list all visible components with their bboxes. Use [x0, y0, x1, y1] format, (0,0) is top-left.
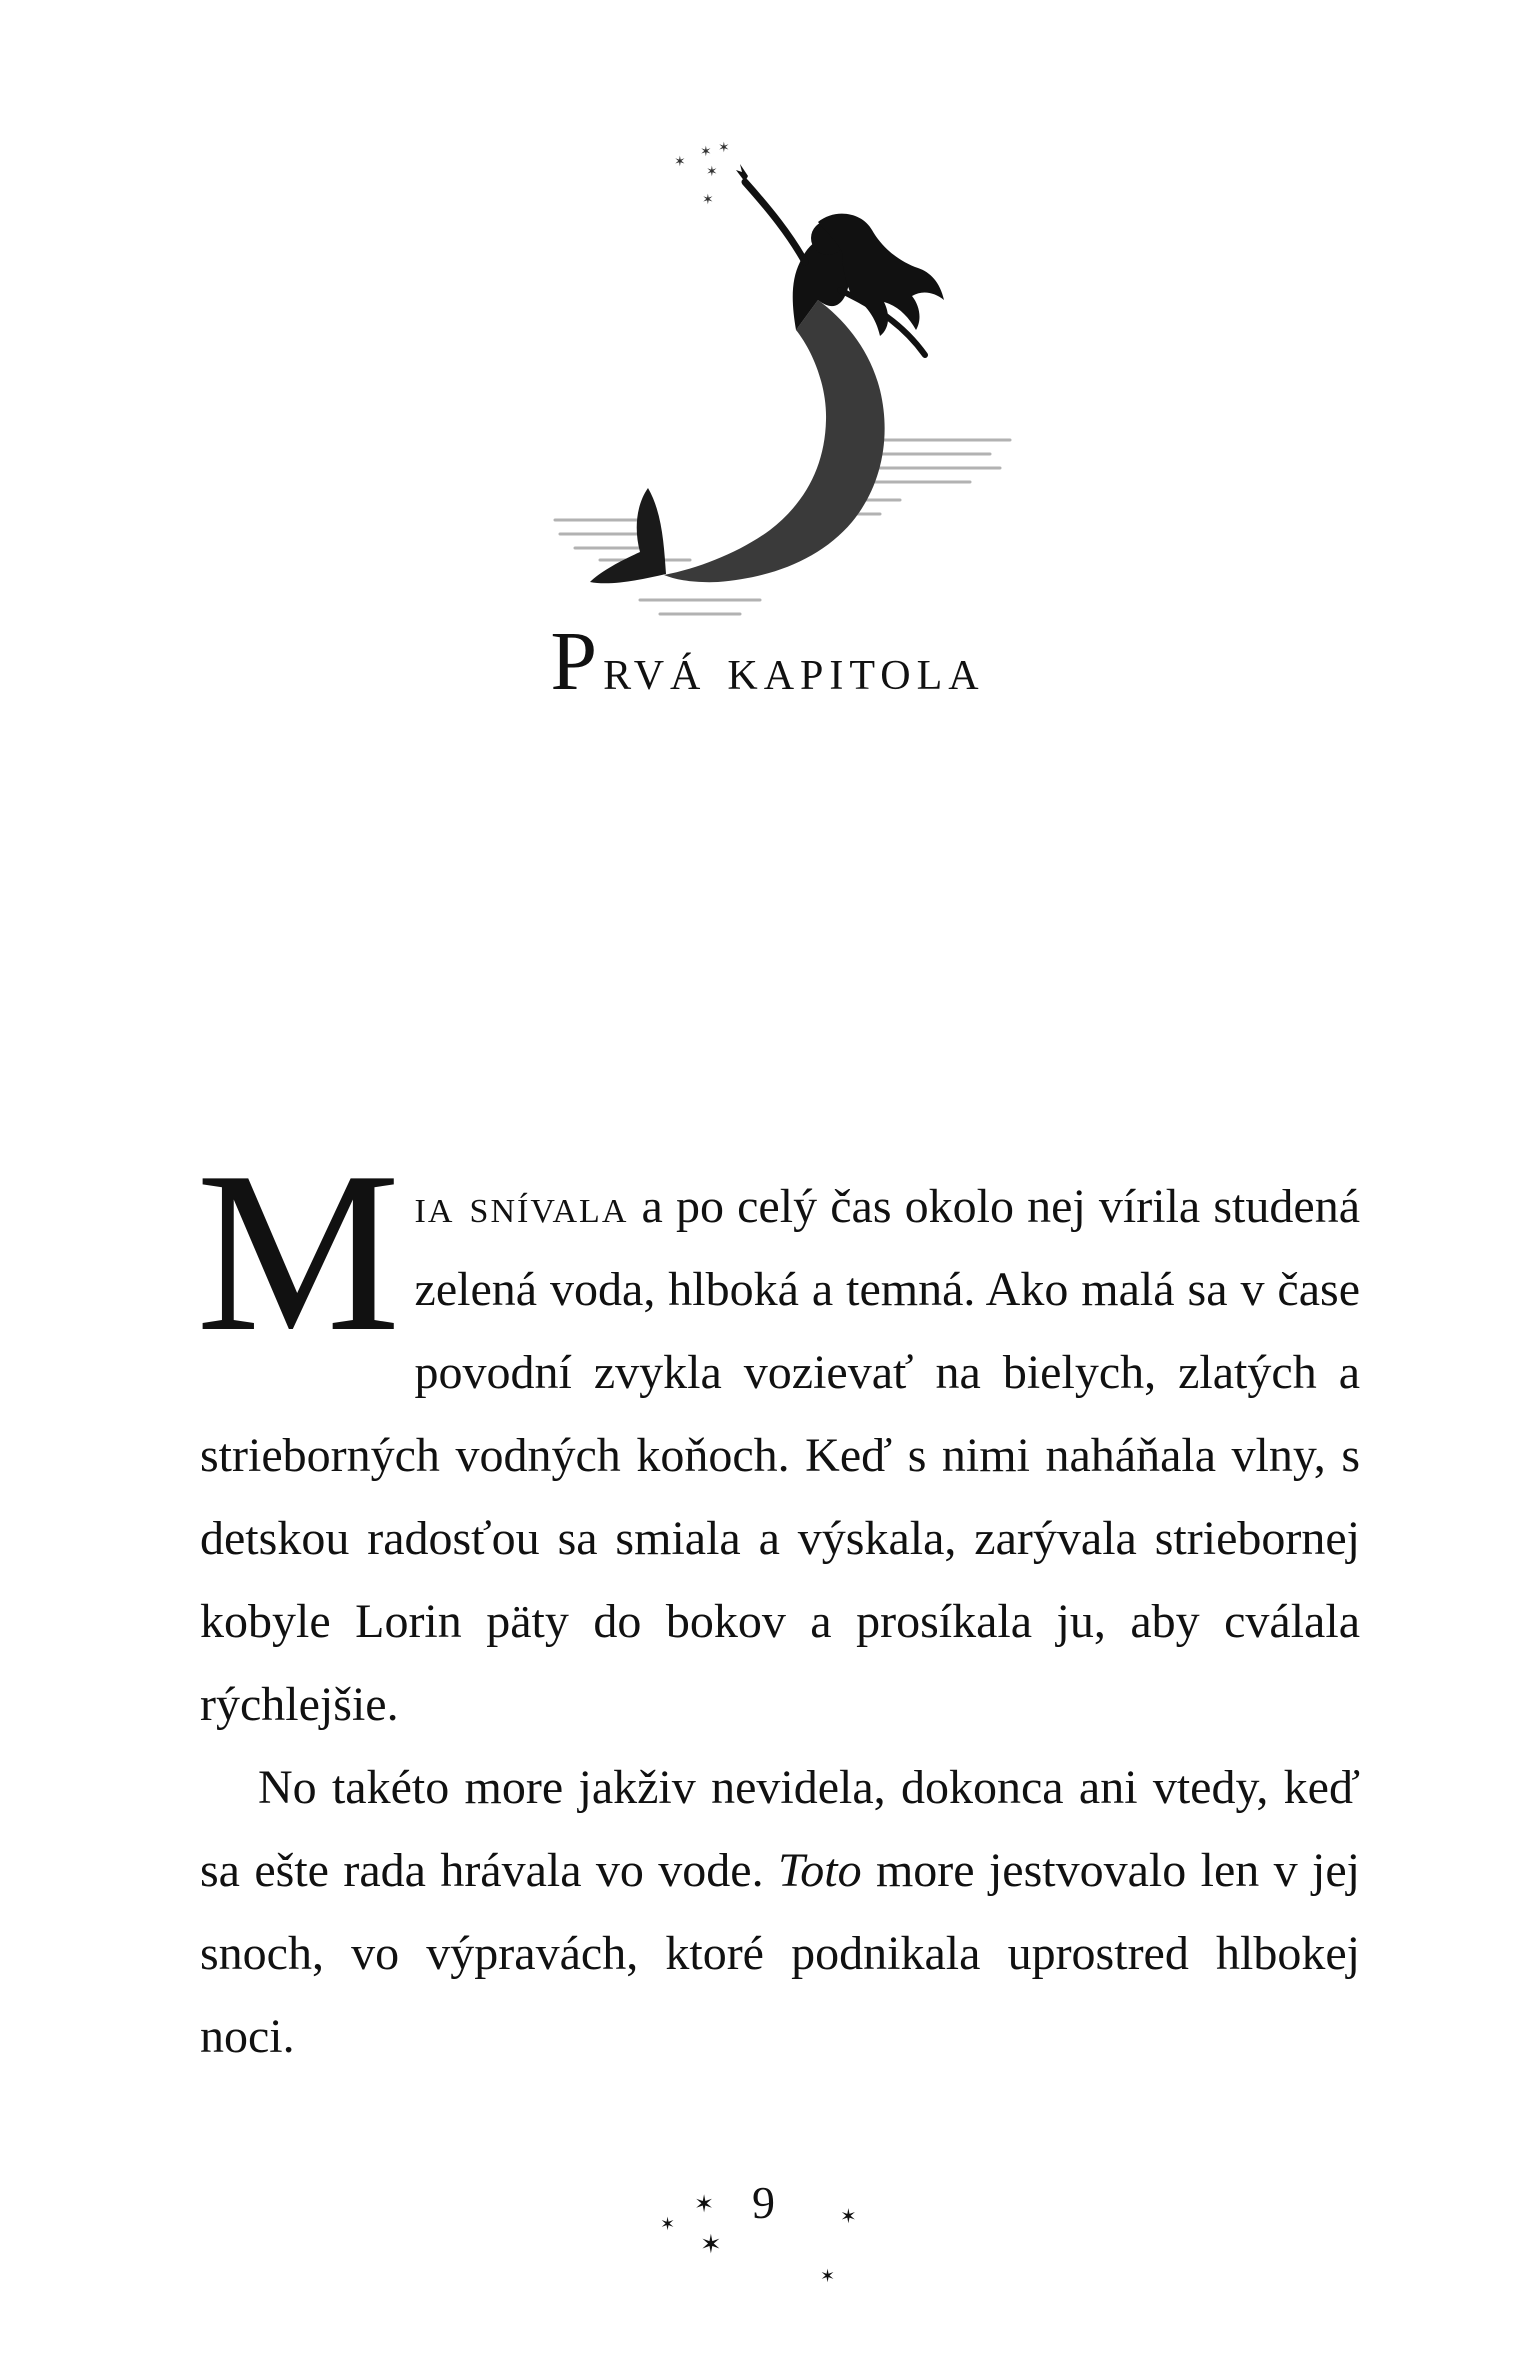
star-icon: ✶ — [700, 2230, 722, 2260]
mermaid-tail — [664, 300, 885, 582]
star-icon: ✶ — [694, 2190, 715, 2218]
star-icon: ✶ — [820, 2266, 836, 2287]
chapter-title — [0, 615, 1535, 708]
paragraph-1 — [196, 1124, 1360, 1746]
chapter-body — [196, 1124, 1360, 2078]
chapter-title-rest: rvá kapitola — [603, 636, 985, 702]
mermaid-raised-arm — [745, 182, 805, 262]
star-icon: ✶ — [840, 2204, 857, 2228]
mermaid-illustration-icon — [540, 130, 1040, 630]
svg-text:✶: ✶ — [702, 192, 714, 208]
star-icon: ✶ — [660, 2214, 676, 2235]
svg-text:✶: ✶ — [706, 164, 718, 180]
svg-text:✶: ✶ — [718, 140, 730, 156]
paragraph-2-text-end: more jestvovalo len v jej snoch, vo výpravách, ktoré podnikala uprostred hlbokej noci. — [200, 1844, 1360, 2063]
svg-text:✶: ✶ — [674, 154, 686, 170]
sparkle-stars — [674, 140, 730, 208]
mermaid-tail-fin — [590, 488, 666, 583]
page-footer — [640, 2170, 900, 2310]
chapter-title-initial: P — [550, 615, 604, 708]
mermaid-hand — [736, 164, 748, 182]
page-number: 9 — [752, 2177, 775, 2228]
paragraph-2 — [200, 1746, 1360, 2078]
drop-cap: M — [196, 1124, 401, 1379]
paragraph-2-text-start: No takéto more jakživ nevidela, dokonca ani vtedy, keď sa ešte rada hrávala vo vode. — [200, 1761, 1360, 1897]
paragraph-1-text: a po celý čas okolo nej vírila studená zelená voda, hlboká a temná. Ako malá sa v čase povodní zvykla vozievať na bielych, zlatých a strieborných vodných koňoch. Keď s nimi naháňala vlny, s detskou radosťou sa smiala a výskala, zarývala striebornej kobyle Lorin päty do bokov a prosíkala ju, aby cválala rýchlejšie. — [200, 1180, 1360, 1731]
lead-small-caps: ia snívala — [414, 1180, 629, 1233]
paragraph-2-italic: Toto — [777, 1844, 862, 1897]
svg-text:✶: ✶ — [700, 144, 712, 160]
